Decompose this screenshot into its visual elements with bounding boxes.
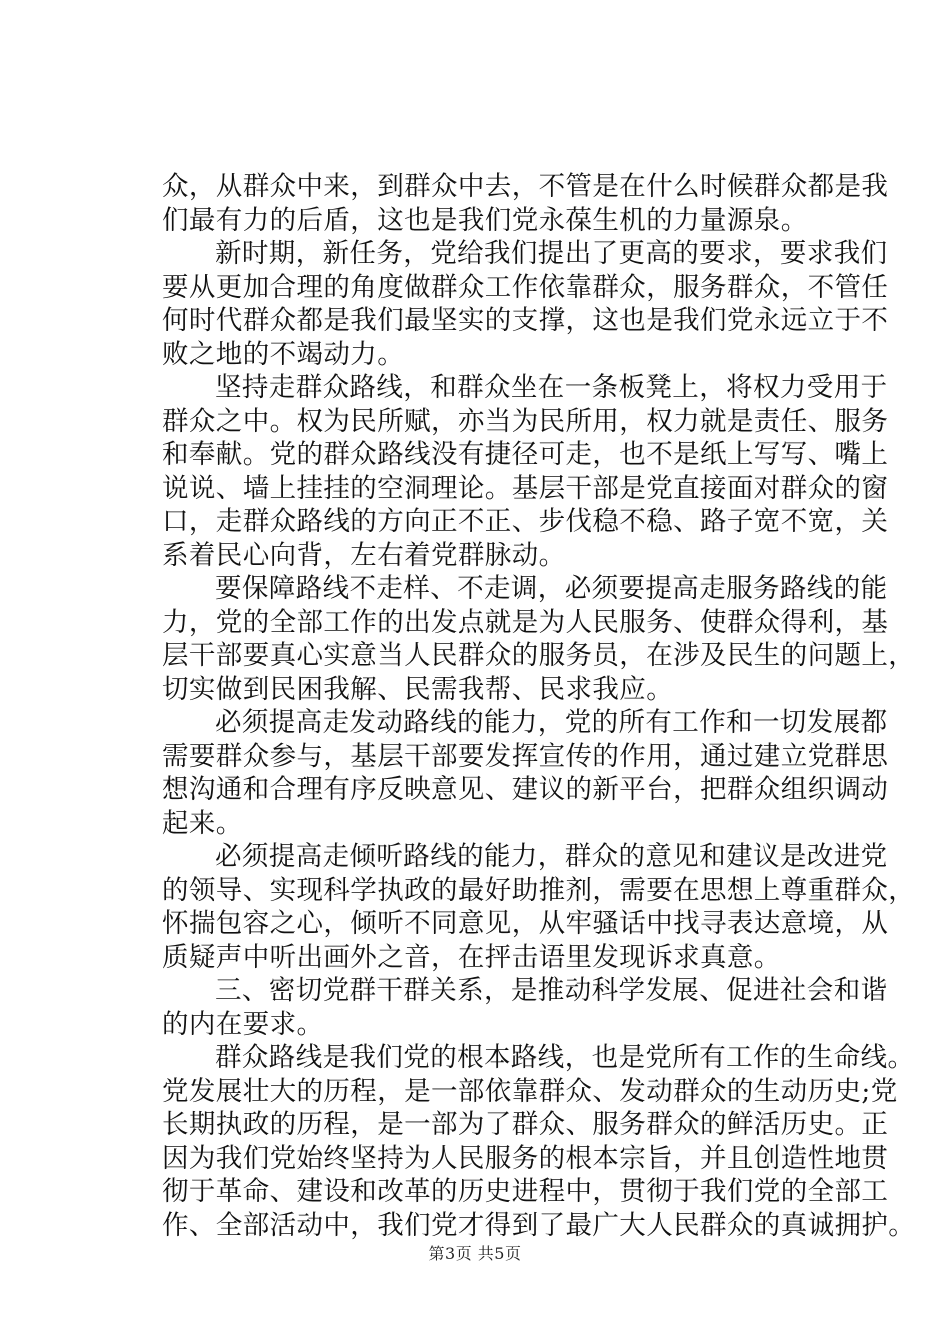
document-body [162, 170, 916, 1242]
paragraph-first-line: 要保障路线不走样、不走调，必须要提高走服务路线的能 [215, 573, 888, 604]
text-line: 切实做到民困我解、民需我帮、民求我应。 [162, 673, 674, 705]
text-line: 的内在要求。 [162, 1008, 324, 1040]
text-line: 何时代群众都是我们最坚实的支撑，这也是我们党永远立于不 [162, 305, 889, 336]
text-line: 作、全部活动中，我们党才得到了最广大人民群众的真诚拥护。 [162, 1209, 916, 1241]
text-line: 众，从群众中来，到群众中去，不管是在什么时候群众都是我 [162, 171, 889, 202]
text-line: 起来。 [162, 807, 243, 839]
text-line: 长期执政的历程，是一部为了群众、服务群众的鲜活历史。正 [162, 1109, 889, 1140]
paragraph-first-line: 新时期，新任务，党给我们提出了更高的要求，要求我们 [215, 238, 888, 269]
paragraph-first-line: 群众路线是我们党的根本路线，也是党所有工作的生命线。 [215, 1042, 915, 1073]
text-line: 因为我们党始终坚持为人民服务的根本宗旨，并且创造性地贯 [162, 1142, 889, 1174]
text-line: 层干部要真心实意当人民群众的服务员，在涉及民生的问题上， [162, 640, 916, 671]
text-line: 群众之中。权为民所赋，亦当为民所用，权力就是责任、服务 [162, 405, 889, 437]
paragraph-first-line: 必须提高走发动路线的能力，党的所有工作和一切发展都 [215, 707, 888, 738]
text-line: 的领导、实现科学执政的最好助推剂，需要在思想上尊重群众， [162, 874, 916, 906]
text-line: 想沟通和合理有序反映意见、建议的新平台，把群众组织调动 [162, 774, 889, 805]
text-line: 说说、墙上挂挂的空洞理论。基层干部是党直接面对群众的窗 [162, 472, 889, 504]
text-line: 质疑声中听出画外之音，在抨击语里发现诉求真意。 [162, 941, 781, 973]
paragraph-first-line: 必须提高走倾听路线的能力，群众的意见和建议是改进党 [215, 841, 888, 872]
text-line: 力，党的全部工作的出发点就是为人民服务、使群众得利，基 [162, 606, 889, 638]
text-line: 彻于革命、建设和改革的历史进程中，贯彻于我们党的全部工 [162, 1176, 889, 1207]
paragraph-first-line: 坚持走群众路线，和群众坐在一条板凳上，将权力受用于 [215, 372, 888, 403]
page-number-footer: 第3页 共5页 [428, 1244, 522, 1263]
text-line: 败之地的不竭动力。 [162, 338, 405, 370]
text-line: 需要群众参与，基层干部要发挥宣传的作用，通过建立党群思 [162, 740, 889, 772]
text-line: 要从更加合理的角度做群众工作依靠群众，服务群众，不管任 [162, 271, 889, 303]
paragraph-first-line: 三、密切党群干群关系，是推动科学发展、促进社会和谐 [215, 975, 888, 1006]
text-line: 们最有力的后盾，这也是我们党永葆生机的力量源泉。 [162, 204, 808, 236]
text-line: 怀揣包容之心，倾听不同意见，从牢骚话中找寻表达意境，从 [162, 908, 889, 939]
text-line: 口，走群众路线的方向正不正、步伐稳不稳、路子宽不宽，关 [162, 506, 889, 537]
text-line: 和奉献。党的群众路线没有捷径可走，也不是纸上写写、嘴上 [162, 439, 889, 470]
text-line: 党发展壮大的历程，是一部依靠群众、发动群众的生动历史;党 [162, 1075, 898, 1107]
text-line: 系着民心向背，左右着党群脉动。 [162, 539, 566, 571]
